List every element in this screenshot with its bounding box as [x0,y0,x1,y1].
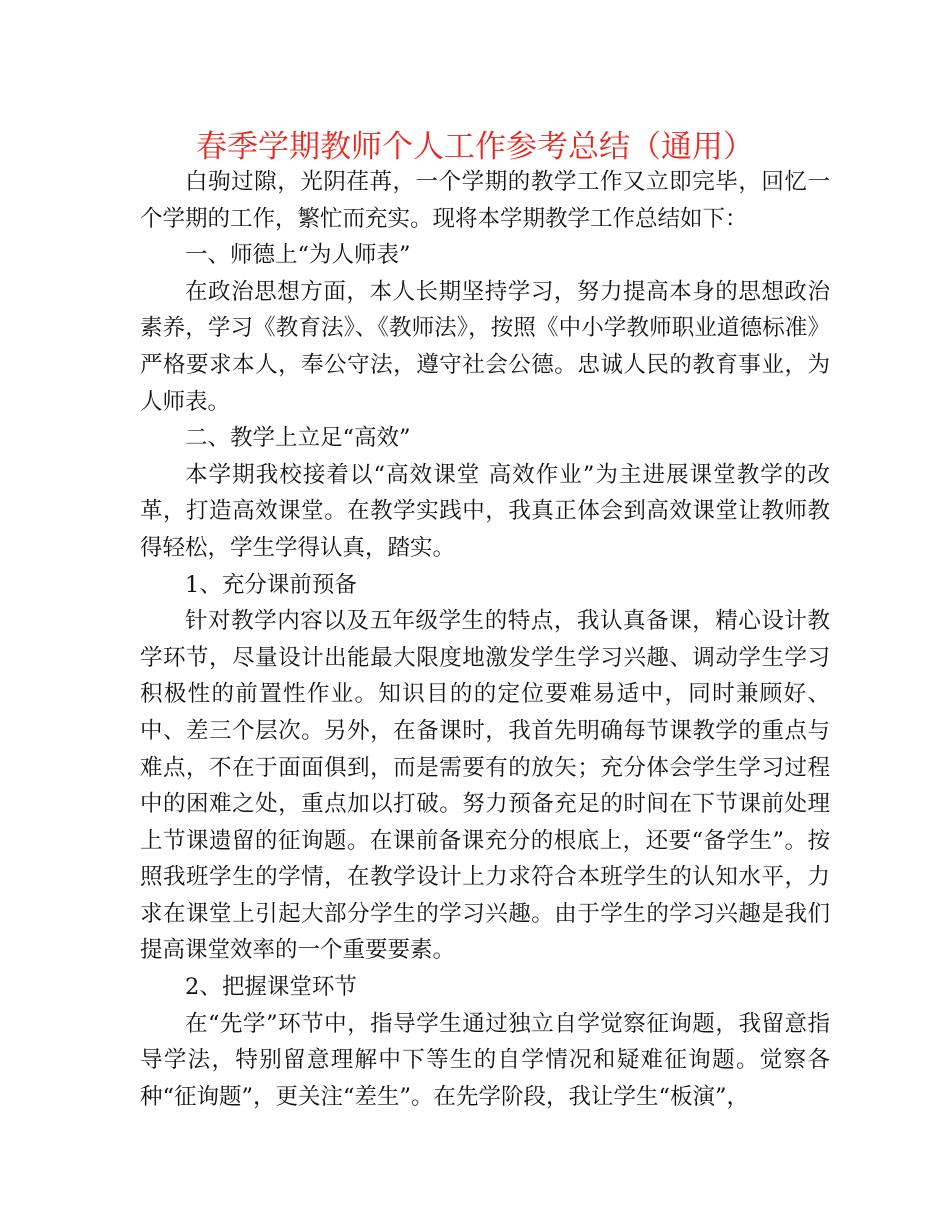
heading-subsection-2: 2、把握课堂环节 [185,974,357,1001]
heading-section-2: 二、教学上立足“高效” [185,425,411,452]
heading-subsection-1: 1、充分课前预备 [185,571,357,598]
paragraph-efficient-class: 本学期我校接着以“高效课堂 高效作业”为主进展课堂教学的改革，打造高效课堂。在教学实践中，我真正体会到高效课堂让教师教得轻松，学生学得认真，踏实。 [140,461,830,561]
paragraph-class-steps: 在“先学”环节中，指导学生通过独立自学觉察征询题，我留意指导学法，特别留意理解中下等生的自学情况和疑难征询题。觉察各种“征询题”，更关注“差生”。在先学阶段，我让学生“板演”， [140,1010,830,1110]
heading-section-1: 一、师德上“为人师表” [185,242,411,269]
paragraph-preparation: 针对教学内容以及五年级学生的特点，我认真备课，精心设计教学环节，尽量设计出能最大限度地激发学生学习兴趣、调动学生学习积极性的前置性作业。知识目的的定位要难易适中，同时兼顾好、中、差三个层次。另外，在备课时，我首先明确每节课教学的重点与难点，不在于面面俱到，而是需要有的放矢；充分体会学生学习过程中的困难之处，重点加以打破。努力预备充足的时间在下节课前处理上节课遗留的征询题。在课前备课充分的根底上，还要“备学生”。按照我班学生的学情，在教学设计上力求符合本班学生的认知水平，力求在课堂上引起大部分学生的学习兴趣。由于学生的学习兴趣是我们提高课堂效率的一个重要要素。 [140,608,830,964]
paragraph-ethics: 在政治思想方面，本人长期坚持学习，努力提高本身的思想政治素养，学习《教育法》、《教师法》，按照《中小学教师职业道德标准》严格要求本人，奉公守法，遵守社会公德。忠诚人民的教育事业，为人师表。 [140,278,830,415]
document-title: 春季学期教师个人工作参考总结（通用） [196,129,754,165]
paragraph-intro: 白驹过隙，光阴荏苒，一个学期的教学工作又立即完毕，回忆一个学期的工作，繁忙而充实。现将本学期教学工作总结如下： [140,169,830,232]
document-body [140,164,830,1115]
